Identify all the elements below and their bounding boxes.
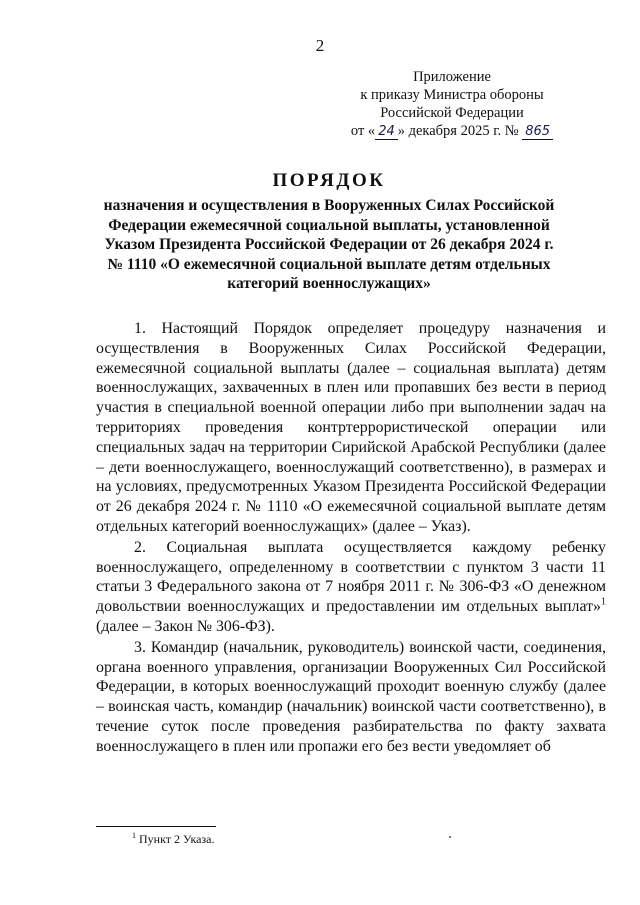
paragraph-2 — [96, 538, 606, 637]
handwritten-order-number: 865 — [522, 125, 553, 140]
appendix-line3: Российской Федерации — [380, 105, 524, 121]
footnote-divider — [96, 826, 216, 827]
footnote-text: Пункт 2 Указа. — [136, 832, 215, 846]
scan-speck — [449, 836, 451, 838]
paragraph-1: 1. Настоящий Порядок определяет процедуру назначения и осуществления в Вооруженных Силах Российской Федерации, ежемесячной социальной выплаты (далее – социальная выплата) детям военнослужащих, захваченных в плен или пропавших без вести в период участия в специальной военной операции либо при выполнении задач на территориях проведения контртеррористической операции или специальных задач на территории Сирийской Арабской Республики (далее – дети военнослужащего, военнослужащий соответственно), в размерах и на условиях, предусмотренных Указом Президента Российской Федерации от 26 декабря 2024 г. № 1110 «О ежемесячной социальной выплате детям отдельных категорий военнослужащих» (далее – Указ). — [96, 320, 606, 535]
page-number: 2 — [315, 36, 325, 55]
document-title: ПОРЯДОК — [272, 170, 386, 191]
paragraph-2-text: 2. Социальная выплата осуществляется каждому ребенку военнослужащего, определенному в соответствии с пунктом 3 части 11 статьи 3 Федерального закона от 7 ноября 2011 г. № 306-ФЗ «О денежном довольствии военнослужащих и предоставлении им отдельных выплат» — [96, 538, 606, 616]
date-middle: » декабря 2025 г. № — [397, 123, 519, 139]
footnote — [132, 832, 215, 847]
footnote-reference: 1 — [601, 596, 606, 608]
handwritten-day: 24 — [375, 125, 398, 140]
footnote-marker: 1 — [132, 831, 136, 840]
appendix-line2: к приказу Министра обороны — [360, 87, 544, 103]
date-prefix: от « — [350, 123, 376, 139]
document-body — [96, 319, 606, 757]
title-block — [96, 170, 562, 294]
paragraph-3: 3. Командир (начальник, руководитель) воинской части, соединения, органа военного управления, организации Вооруженных Сил Российской Федерации, в которых военнослужащий проходит военную службу (далее – воинская часть, командир (начальник) воинской части соответственно), в течение суток после проведения разбирательства по факту захвата военнослужащего в плен или пропажи его без вести уведомляет об — [96, 638, 606, 755]
appendix-header — [332, 68, 572, 140]
document-subtitle: назначения и осуществления в Вооруженных Силах Российской Федерации ежемесячной социальной выплаты, установленной Указом Президента Российской Федерации от 26 декабря 2024 г. № 1110 «О ежемесячной социальной выплате детям отдельных категорий военнослужащих» — [103, 197, 555, 292]
order-date-line — [332, 122, 572, 140]
appendix-line1: Приложение — [413, 69, 491, 85]
paragraph-2-tail: (далее – Закон № 306-ФЗ). — [96, 617, 275, 635]
